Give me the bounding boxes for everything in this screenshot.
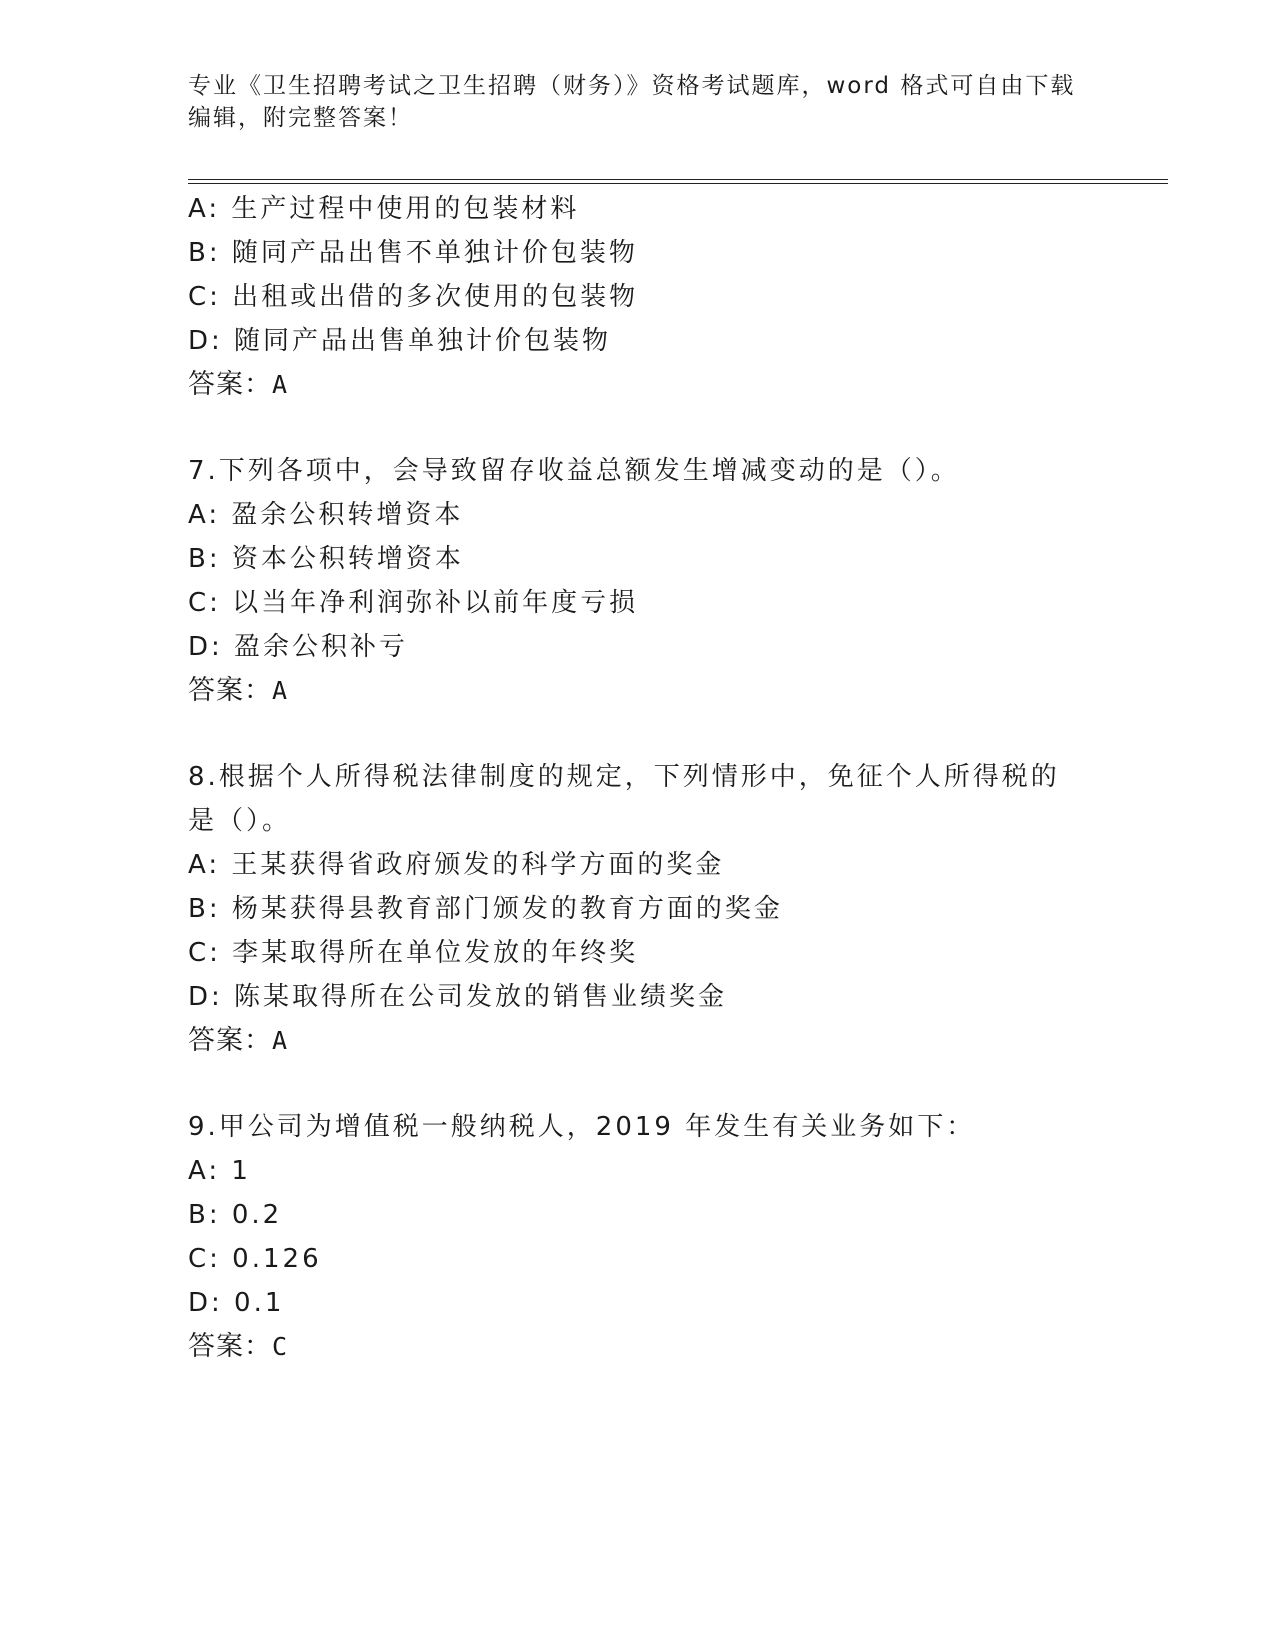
q8-option-b: B: 杨某获得县教育部门颁发的教育方面的奖金 (188, 894, 783, 924)
q9-stem: 9.甲公司为增值税一般纳税人，2019 年发生有关业务如下： (188, 1112, 976, 1142)
answer-label: 答案： (188, 1331, 272, 1362)
q8-option-c: C: 李某取得所在单位发放的年终奖 (188, 938, 639, 968)
q7-stem: 7.下列各项中，会导致留存收益总额发生增减变动的是（）。 (188, 456, 960, 486)
q6-option-c: C: 出租或出借的多次使用的包装物 (188, 282, 639, 312)
answer-value: A (272, 370, 289, 399)
q9-option-a: A: 1 (188, 1156, 251, 1186)
q9-answer (188, 1330, 288, 1364)
document-header (188, 70, 1088, 134)
q6-option-a: A: 生产过程中使用的包装材料 (188, 194, 580, 224)
answer-value: C (272, 1332, 289, 1361)
q7-answer (188, 674, 288, 708)
header-divider-top (188, 179, 1168, 180)
q9-option-c: C: 0.126 (188, 1244, 322, 1274)
q7-option-a: A: 盈余公积转增资本 (188, 500, 464, 530)
q9-option-d: D: 0.1 (188, 1288, 285, 1318)
q9-option-b: B: 0.2 (188, 1200, 283, 1230)
header-line-1: 专业《卫生招聘考试之卫生招聘（财务）》资格考试题库，word 格式可自由下载 (188, 73, 1076, 99)
q8-answer (188, 1024, 288, 1058)
answer-value: A (272, 1026, 289, 1055)
answer-value: A (272, 676, 289, 705)
answer-label: 答案： (188, 1025, 272, 1056)
q6-option-d: D: 随同产品出售单独计价包装物 (188, 326, 612, 356)
q7-option-d: D: 盈余公积补亏 (188, 632, 409, 662)
q8-option-d: D: 陈某取得所在公司发放的销售业绩奖金 (188, 982, 728, 1012)
answer-label: 答案： (188, 675, 272, 706)
answer-label: 答案： (188, 369, 272, 400)
q8-stem-line-2: 是（）。 (188, 806, 292, 836)
header-divider-bottom (188, 183, 1168, 184)
q7-option-b: B: 资本公积转增资本 (188, 544, 464, 574)
q6-option-b: B: 随同产品出售不单独计价包装物 (188, 238, 638, 268)
q6-answer (188, 368, 288, 402)
header-line-2: 编辑，附完整答案！ (188, 105, 413, 131)
q7-option-c: C: 以当年净利润弥补以前年度亏损 (188, 588, 639, 618)
q8-option-a: A: 王某获得省政府颁发的科学方面的奖金 (188, 850, 725, 880)
q8-stem-line-1: 8.根据个人所得税法律制度的规定，下列情形中，免征个人所得税的 (188, 762, 1060, 792)
